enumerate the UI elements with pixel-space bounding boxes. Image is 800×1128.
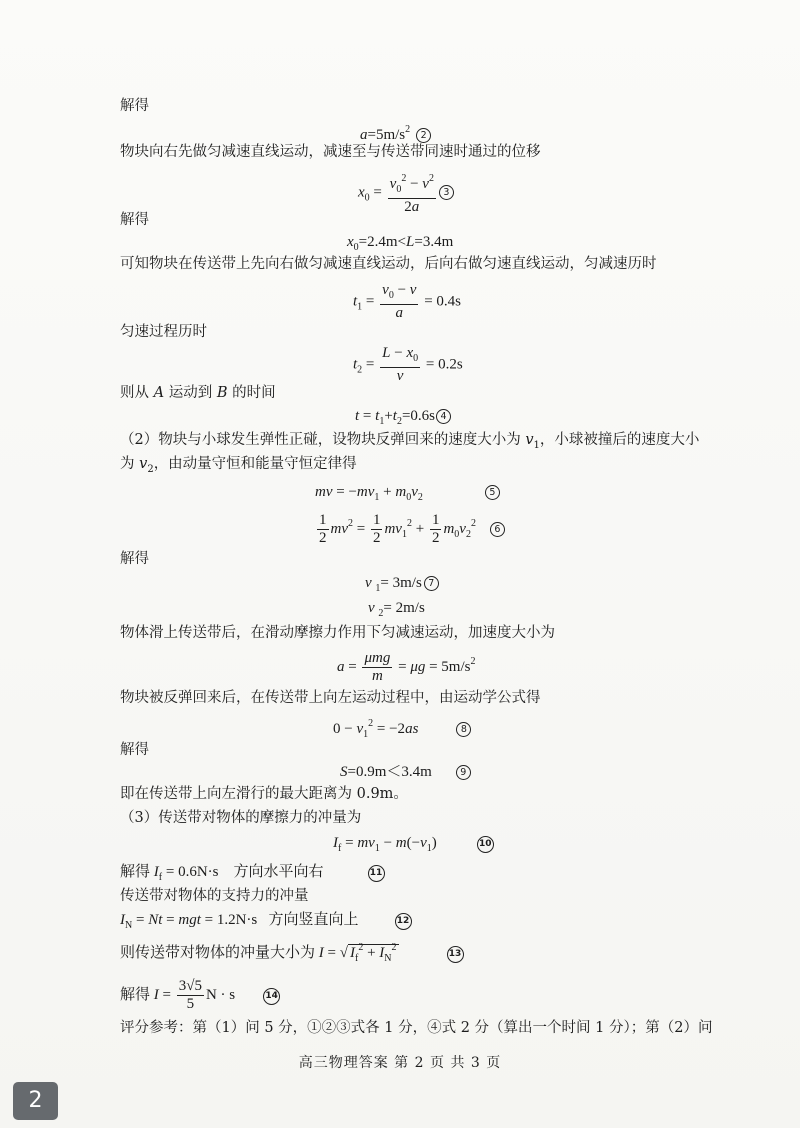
- text-part2-a: （2）物块与小球发生弹性正碰，设物块反弹回来的速度大小为 $v_1$，小球被撞后的速度大小: [120, 432, 700, 451]
- text-known: 可知物块在传送带上先向右做匀减速直线运动，后向右做匀速直线运动，匀减速历时: [120, 256, 657, 272]
- page-number-badge[interactable]: 2: [13, 1082, 58, 1120]
- equation-11: 解得 $I_f = 0.6N\cdot s$ 方向水平向右 11: [120, 862, 385, 888]
- text-support: 传送带对物体的支持力的冲量: [120, 888, 309, 904]
- equation-9: S=0.9m＜3.4m 9: [340, 762, 471, 782]
- equation-12: $I_N = Nt$ = mgt = 1.2N·s 方向竖直向上 12: [120, 910, 412, 936]
- text-score: 评分参考：第（1）问 5 分，①②③式各 1 分，④式 2 分（算出一个时间 1 分）；第（2）问: [120, 1020, 713, 1036]
- text-max-distance: 即在传送带上向左滑行的最大距离为 0.9m。: [120, 786, 408, 802]
- text-part2-b: 为 $v_2$，由动量守恒和能量守恒定律得: [120, 456, 357, 475]
- text-slide: 物体滑上传送带后，在滑动摩擦力作用下匀减速运动，加速度大小为: [120, 625, 555, 641]
- equation-t2: $t_2$ = $\frac{L - x_0}{v}$ = 0.2s: [353, 345, 463, 384]
- text-total-impulse: 则传送带对物体的冲量大小为: [120, 944, 316, 961]
- text-jiede-2: 解得: [120, 212, 149, 228]
- equation-t1: $t_1$ = $\frac{v_0 - v}{a}$ = 0.4s: [353, 282, 461, 321]
- text-a-to-b: 则从 A 运动到 B 的时间: [120, 385, 276, 401]
- text-rebound: 物块被反弹回来后，在传送带上向左运动过程中，由运动学公式得: [120, 690, 541, 706]
- equation-3: $x_0$ = $\frac{v_0^2 - v^2}{2a}$ 3: [358, 170, 454, 216]
- equation-14: 解得 I = $\frac{3√5}{5}$ N · s 14: [120, 978, 280, 1013]
- text-jiede-3: 解得: [120, 551, 149, 567]
- equation-v2: v $_2$= 2m/s: [368, 600, 425, 619]
- equation-8: $0 - v_1^2 = -2as$ 8: [333, 714, 471, 745]
- equation-2: $a=5m/s^22$: [360, 120, 431, 145]
- equation-10: $I_f = mv_1 - m(-v_1)$ 10: [333, 833, 494, 859]
- equation-a-friction: a = $\frac{\text{μmg}}{m}$ = $\mu g = 5m/s^2$: [337, 650, 476, 684]
- equation-5: mv = $-mv_1 + m_0v_2$ 5: [315, 482, 500, 508]
- equation-7: v $_1$= 3m/s 7: [365, 573, 439, 599]
- direction-right-label: 方向水平向右: [233, 864, 324, 880]
- text-left-move: 物块向右先做匀减速直线运动，减速至与传送带同速时通过的位移: [120, 144, 541, 160]
- page-footer: 高三物理答案 第 2 页 共 3 页: [298, 1055, 502, 1071]
- equation-6: $\frac{1}{2}$ $mv^2$ = $\frac{1}{2}$ $mv_1^2$ + $\frac{1}{2}$ $m_0v_2^26$: [315, 512, 505, 547]
- text-jiede-4: 解得: [120, 742, 149, 758]
- text-jiede-1: 解得: [120, 98, 149, 114]
- equation-4: $t = t_1+t_2=0.6s$ 4: [355, 406, 451, 432]
- text-part3: （3）传送带对物体的摩擦力的冲量为: [120, 810, 362, 826]
- equation-x0: $x_0=2.4m<L=3.4m$: [347, 234, 454, 253]
- text-uniform: 匀速过程历时: [120, 324, 207, 340]
- equation-13: 则传送带对物体的冲量大小为 I = √ $I_f^2 + I_N^213$: [120, 938, 464, 969]
- direction-up-label: 方向竖直向上: [268, 912, 359, 928]
